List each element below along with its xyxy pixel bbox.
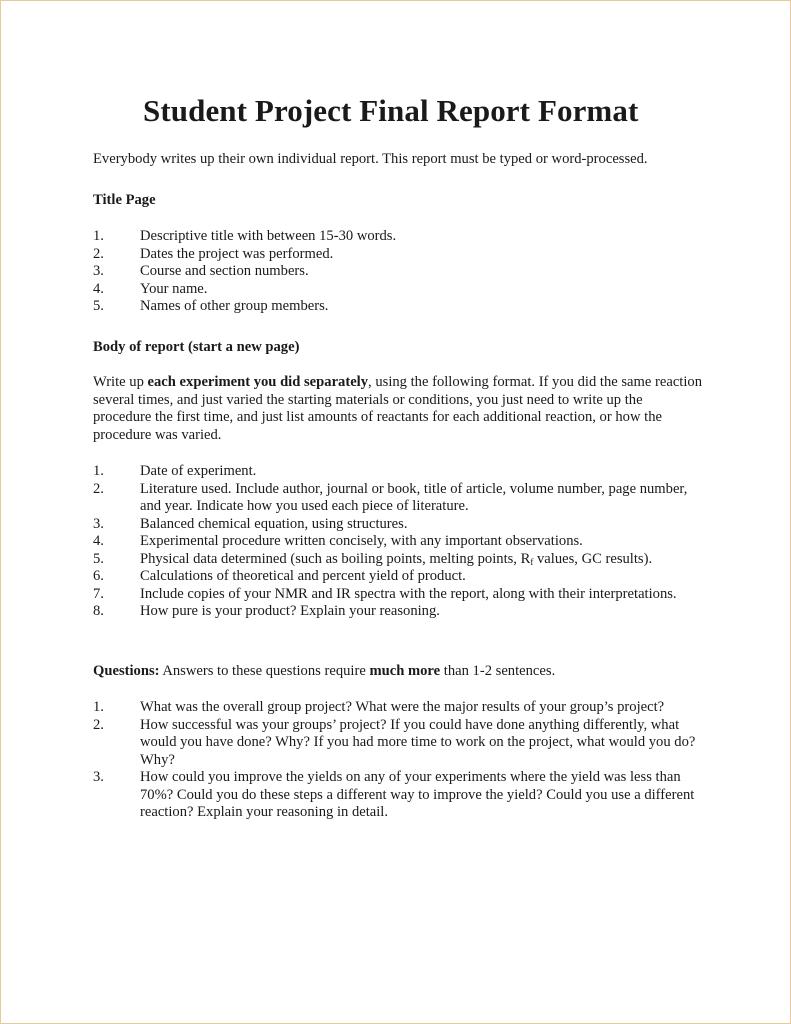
- body-heading: Body of report (start a new page): [93, 339, 300, 355]
- document-title: Student Project Final Report Format: [143, 93, 639, 128]
- questions-label: Questions:: [93, 663, 160, 679]
- list-item: 1. Date of experiment.: [93, 463, 257, 479]
- title-page-heading: Title Page: [93, 192, 156, 208]
- body-list: [93, 463, 703, 621]
- questions-list: [93, 699, 703, 822]
- list-item: 3. Balanced chemical equation, using structures.: [93, 515, 408, 532]
- list-item: 5. Physical data determined (such as boiling points, melting points, $R_f$ values, GC results).: [93, 550, 653, 567]
- list-item: 3. Course and section numbers.: [93, 263, 309, 279]
- list-item: 2. How successful was your groups’ project? If you could have done anything differently, what would you have done? Why? If you had more time to work on the project, what would you do? Why?: [93, 716, 696, 768]
- list-item: 1. Descriptive title with between 15-30 words.: [93, 228, 397, 244]
- questions-paragraph: Questions: Answers to these questions require much more than 1-2 sentences.: [93, 663, 556, 679]
- list-item: 6. Calculations of theoretical and percent yield of product.: [93, 568, 466, 584]
- list-item: 1. What was the overall group project? What were the major results of your group’s project?: [93, 699, 665, 715]
- list-item: 8. How pure is your product? Explain your reasoning.: [93, 603, 440, 619]
- title-page-list: [93, 228, 703, 316]
- body-intro-paragraph: Write up each experiment you did separately, using the following format. If you did the same reaction several times, and just varied the starting materials or conditions, you just need to write up the procedure the first time, and just list amounts of reactants for each additional reaction, or how the procedure was varied.: [93, 374, 703, 443]
- list-item: 2. Dates the project was performed.: [93, 245, 334, 262]
- list-item: 4. Your name.: [93, 280, 208, 297]
- intro-paragraph: Everybody writes up their own individual report. This report must be typed or word-processed.: [93, 151, 648, 167]
- list-item: 4. Experimental procedure written concisely, with any important observations.: [93, 533, 583, 549]
- list-item: 7. Include copies of your NMR and IR spectra with the report, along with their interpretations.: [93, 585, 677, 602]
- list-item: 2. Literature used. Include author, journal or book, title of article, volume number, page number, and year. Indicate how you used each piece of literature.: [93, 480, 688, 514]
- list-item: 3. How could you improve the yields on any of your experiments where the yield was less than 70%? Could you do these steps a different way to improve the yield? Could you use a different reaction? Explain your reasoning in detail.: [93, 769, 695, 820]
- list-item: 5. Names of other group members.: [93, 298, 329, 314]
